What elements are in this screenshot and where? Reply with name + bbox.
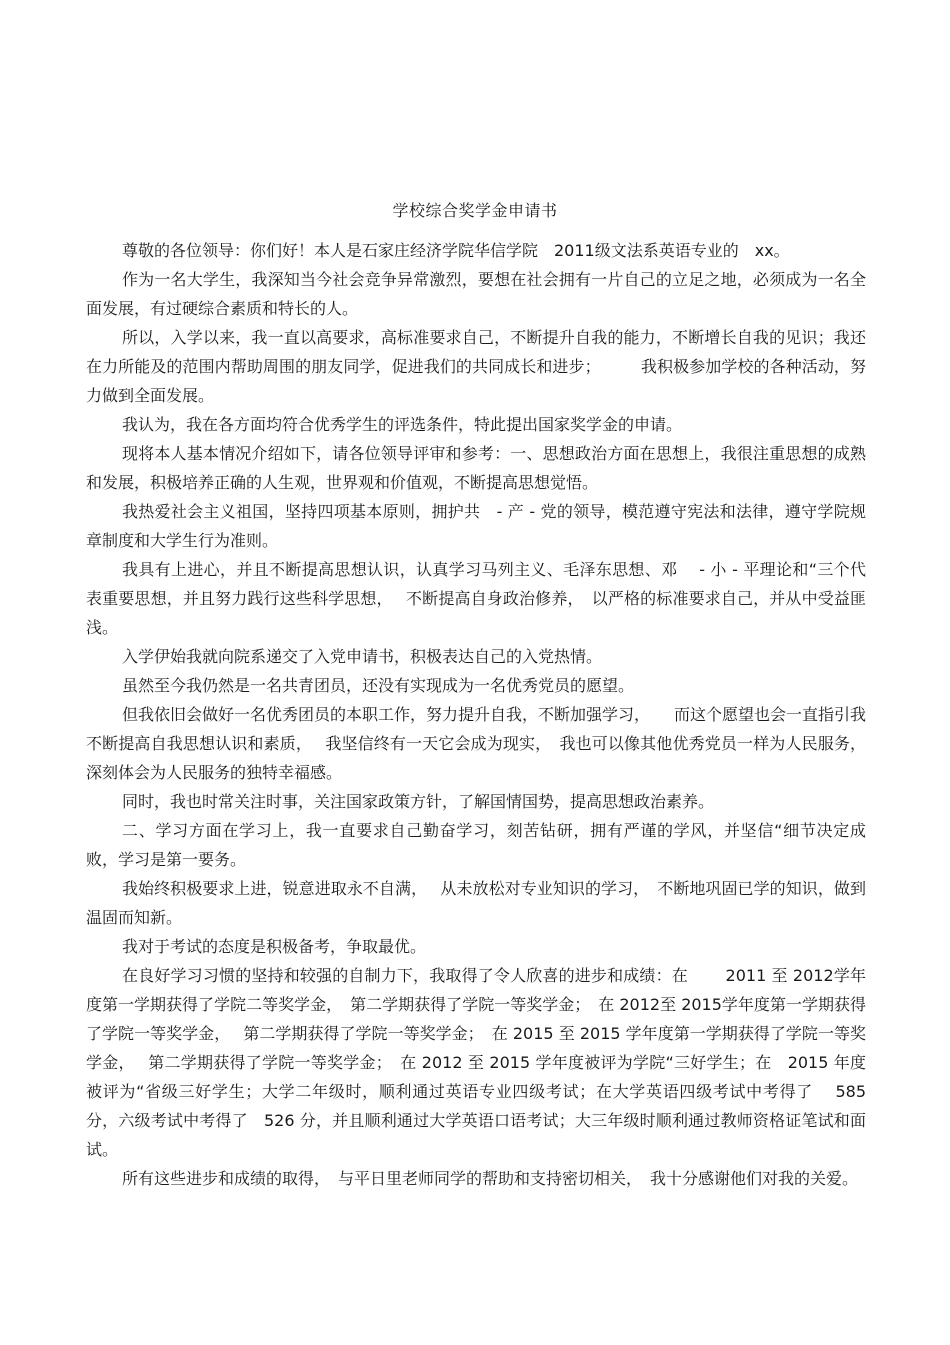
paragraph: 在良好学习习惯的坚持和较强的自制力下，我取得了令人欣喜的进步和成绩：在 2011 至 2012学年度第一学期获得了学院二等奖学金， 第二学期获得了学院一等奖学金； 在 2012至 2015学年度第一学期获得了学院一等奖学金， 第二学期获得了学院一等奖学金； 在 2015 至 2015 学年度第一学期获得了学院一等奖学金， 第二学期获得了学院一等奖学金； 在 2012 至 2015 学年度被评为学院“三好学生；在 2015 年度被评为“省级三好学生；大学二年级时，顺利通过英语专业四级考试；在大学英语四级考试中考得了 585 分，六级考试中考得了 526 分，并且顺利通过大学英语口语考试；大三年级时顺利通过教师资格证笔试和面试。: [86, 966, 866, 1159]
paragraph: 所有这些进步和成绩的取得， 与平日里老师同学的帮助和支持密切相关， 我十分感谢他们对我的关爱。: [122, 1169, 859, 1188]
paragraph: 同时，我也时常关注时事，关注国家政策方针，了解国情国势，提高思想政治素养。: [122, 792, 715, 811]
paragraph-greeting: 尊敬的各位领导：你们好！本人是石家庄经济学院华信学院 2011级文法系英语专业的 xx。: [122, 241, 790, 260]
paragraph: 我认为，我在各方面均符合优秀学生的评选条件，特此提出国家奖学金的申请。: [122, 415, 683, 434]
paragraph: 作为一名大学生，我深知当今社会竞争异常激烈，要想在社会拥有一片自己的立足之地，必须成为一名全面发展，有过硬综合素质和特长的人。: [86, 270, 866, 318]
paragraph: 我始终积极要求上进，锐意进取永不自满， 从未放松对专业知识的学习， 不断地巩固已学的知识，做到温固而知新。: [86, 879, 866, 927]
paragraph: 我对于考试的态度是积极备考，争取最优。: [122, 937, 427, 956]
document-title: 学校综合奖学金申请书: [392, 201, 558, 220]
paragraph: 现将本人基本情况介绍如下，请各位领导评审和参考：一、思想政治方面在思想上，我很注重思想的成熟和发展，积极培养正确的人生观，世界观和价值观，不断提高思想觉悟。: [86, 444, 866, 492]
paragraph: 我热爱社会主义祖国，坚持四项基本原则，拥护共 - 产 - 党的领导，模范遵守宪法和法律，遵守学院规章制度和大学生行为准则。: [86, 502, 866, 550]
document-body: [86, 236, 866, 1193]
paragraph: 所以，入学以来，我一直以高要求，高标准要求自己，不断提升自我的能力，不断增长自我的见识；我还在力所能及的范围内帮助周围的朋友同学，促进我们的共同成长和进步； 我积极参加学校的各种活动，努力做到全面发展。: [86, 328, 866, 405]
paragraph: 虽然至今我仍然是一名共青团员，还没有实现成为一名优秀党员的愿望。: [122, 676, 635, 695]
paragraph: 但我依旧会做好一名优秀团员的本职工作，努力提升自我，不断加强学习， 而这个愿望也会一直指引我不断提高自我思想认识和素质， 我坚信终有一天它会成为现实， 我也可以像其他优秀党员一样为人民服务，深刻体会为人民服务的独特幸福感。: [86, 705, 867, 782]
paragraph: 我具有上进心，并且不断提高思想认识，认真学习马列主义、毛泽东思想、邓 - 小 - 平理论和“三个代表重要思想，并且努力践行这些科学思想， 不断提高自身政治修养， 以严格的标准要求自己，并从中受益匪浅。: [86, 560, 866, 637]
paragraph: 入学伊始我就向院系递交了入党申请书，积极表达自己的入党热情。: [122, 647, 603, 666]
paragraph: 二、学习方面在学习上，我一直要求自己勤奋学习，刻苦钻研，拥有严谨的学风，并坚信“细节决定成败，学习是第一要务。: [86, 821, 866, 869]
